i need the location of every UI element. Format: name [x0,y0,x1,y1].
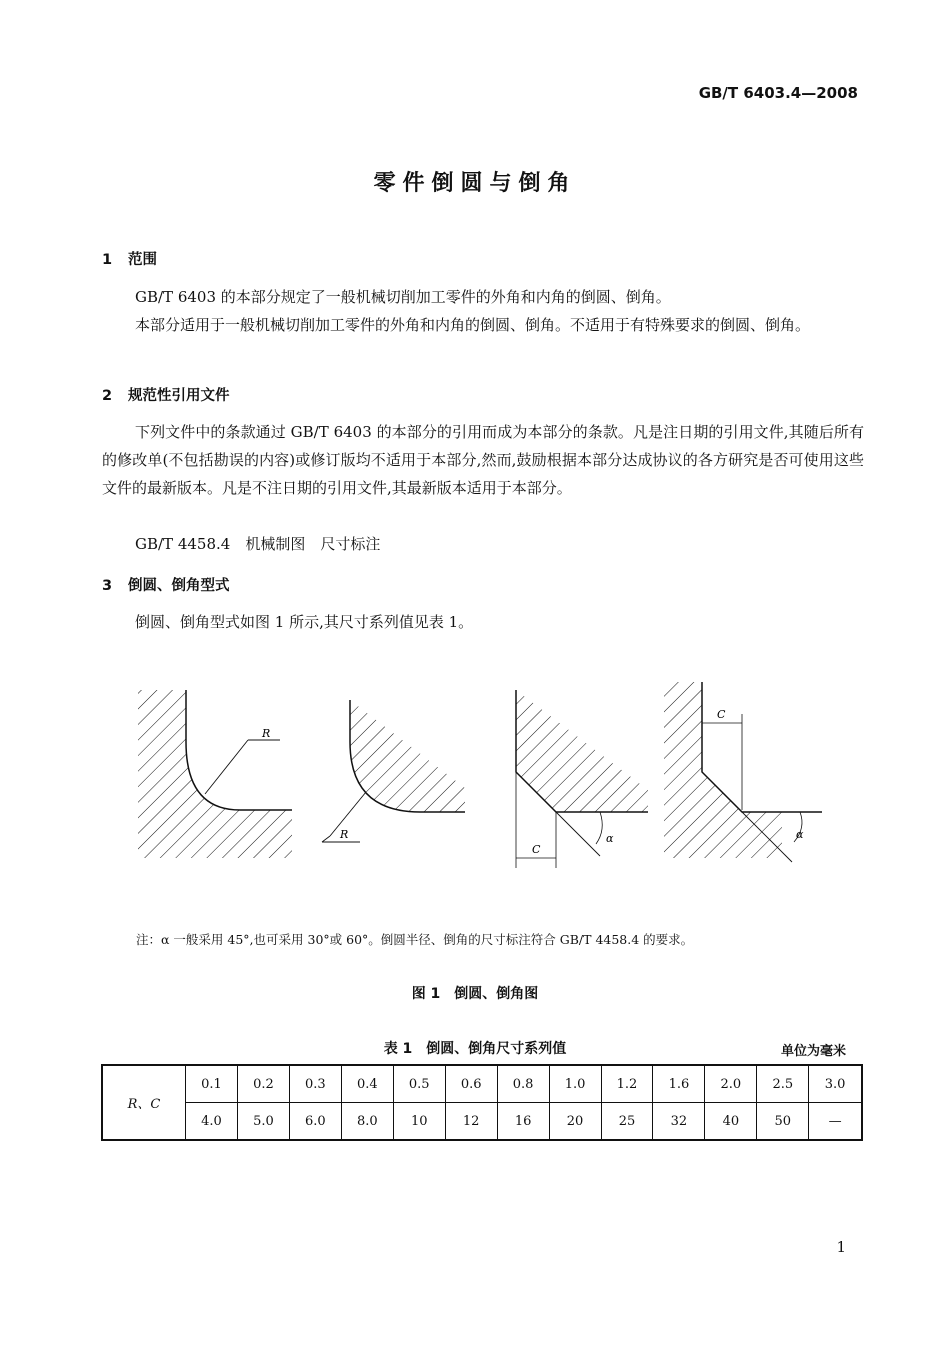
cell: 32 [653,1103,705,1141]
outer-fillet-diagram [322,700,465,842]
table-row [102,1065,862,1103]
paragraph: GB/T 4458.4 机械制图 尺寸标注 [135,535,381,553]
cell: 0.2 [237,1065,289,1103]
cell: 0.6 [445,1065,497,1103]
cell: 50 [757,1103,809,1141]
paragraph: GB/T 6403 的本部分规定了一般机械切削加工零件的外角和内角的倒圆、倒角。 [135,288,671,306]
dimension-table [101,1064,863,1141]
cell: 2.0 [705,1065,757,1103]
cell: 3.0 [809,1065,862,1103]
cell: 20 [549,1103,601,1141]
page-title: 零件倒圆与倒角 [373,171,577,196]
section-3-heading [102,574,230,595]
section-number: 3 [102,578,113,594]
cell: 0.1 [186,1065,238,1103]
cell: 1.2 [601,1065,653,1103]
cell: 1.6 [653,1065,705,1103]
cell: 0.4 [341,1065,393,1103]
cell: 1.0 [549,1065,601,1103]
section-1-heading [102,248,157,269]
label-alpha: α [796,828,804,841]
table-row [102,1103,862,1141]
section-2-heading [102,384,230,405]
paragraph: 本部分适用于一般机械切削加工零件的外角和内角的倒圆、倒角。不适用于有特殊要求的倒圆、倒角。 [135,316,811,334]
cell: 8.0 [341,1103,393,1141]
cell: 16 [497,1103,549,1141]
label-c: C [532,843,541,856]
section-title: 倒圆、倒角型式 [128,578,230,594]
cell: 0.5 [393,1065,445,1103]
cell: 2.5 [757,1065,809,1103]
figure-caption: 图 1 倒圆、倒角图 [411,986,539,1002]
table-caption: 表 1 倒圆、倒角尺寸系列值 [383,1041,567,1057]
outer-chamfer-diagram [516,690,648,868]
section-title: 规范性引用文件 [128,388,230,404]
row-header: R、C [102,1065,186,1140]
section-number: 2 [102,388,113,404]
fillet-chamfer-figure [0,660,950,880]
cell: 10 [393,1103,445,1141]
label-c: C [717,708,726,721]
cell: 0.3 [289,1065,341,1103]
label-r: R [262,727,271,740]
figure-note: 注：α 一般采用 45°,也可采用 30°或 60°。倒圆半径、倒角的尺寸标注符合 GB/T 4458.4 的要求。 [136,932,694,947]
paragraph: 倒圆、倒角型式如图 1 所示,其尺寸系列值见表 1。 [135,613,474,631]
section-number: 1 [102,252,113,268]
standard-number: GB/T 6403.4—2008 [698,84,858,102]
cell: 25 [601,1103,653,1141]
table-unit: 单位为毫米 [780,1044,846,1059]
inner-fillet-diagram [138,690,292,858]
cell: 0.8 [497,1065,549,1103]
cell: 5.0 [237,1103,289,1141]
cell: 12 [445,1103,497,1141]
paragraph: 下列文件中的条款通过 GB/T 6403 的本部分的引用而成为本部分的条款。凡是注日期的引用文件,其随后所有的修改单(不包括勘误的内容)或修订版均不适用于本部分,然而,鼓励根据本部分达成协议的各方研究是否可使用这些文件的最新版本。凡是不注日期的引用文件,其最新版本适用于本部分。 [102,423,864,497]
label-r: R [340,828,349,841]
cell: — [809,1103,862,1141]
cell: 40 [705,1103,757,1141]
cell: 6.0 [289,1103,341,1141]
cell: 4.0 [186,1103,238,1141]
section-title: 范围 [128,252,157,268]
page-number: 1 [836,1238,846,1256]
inner-chamfer-diagram [664,682,822,862]
label-alpha: α [606,832,614,845]
